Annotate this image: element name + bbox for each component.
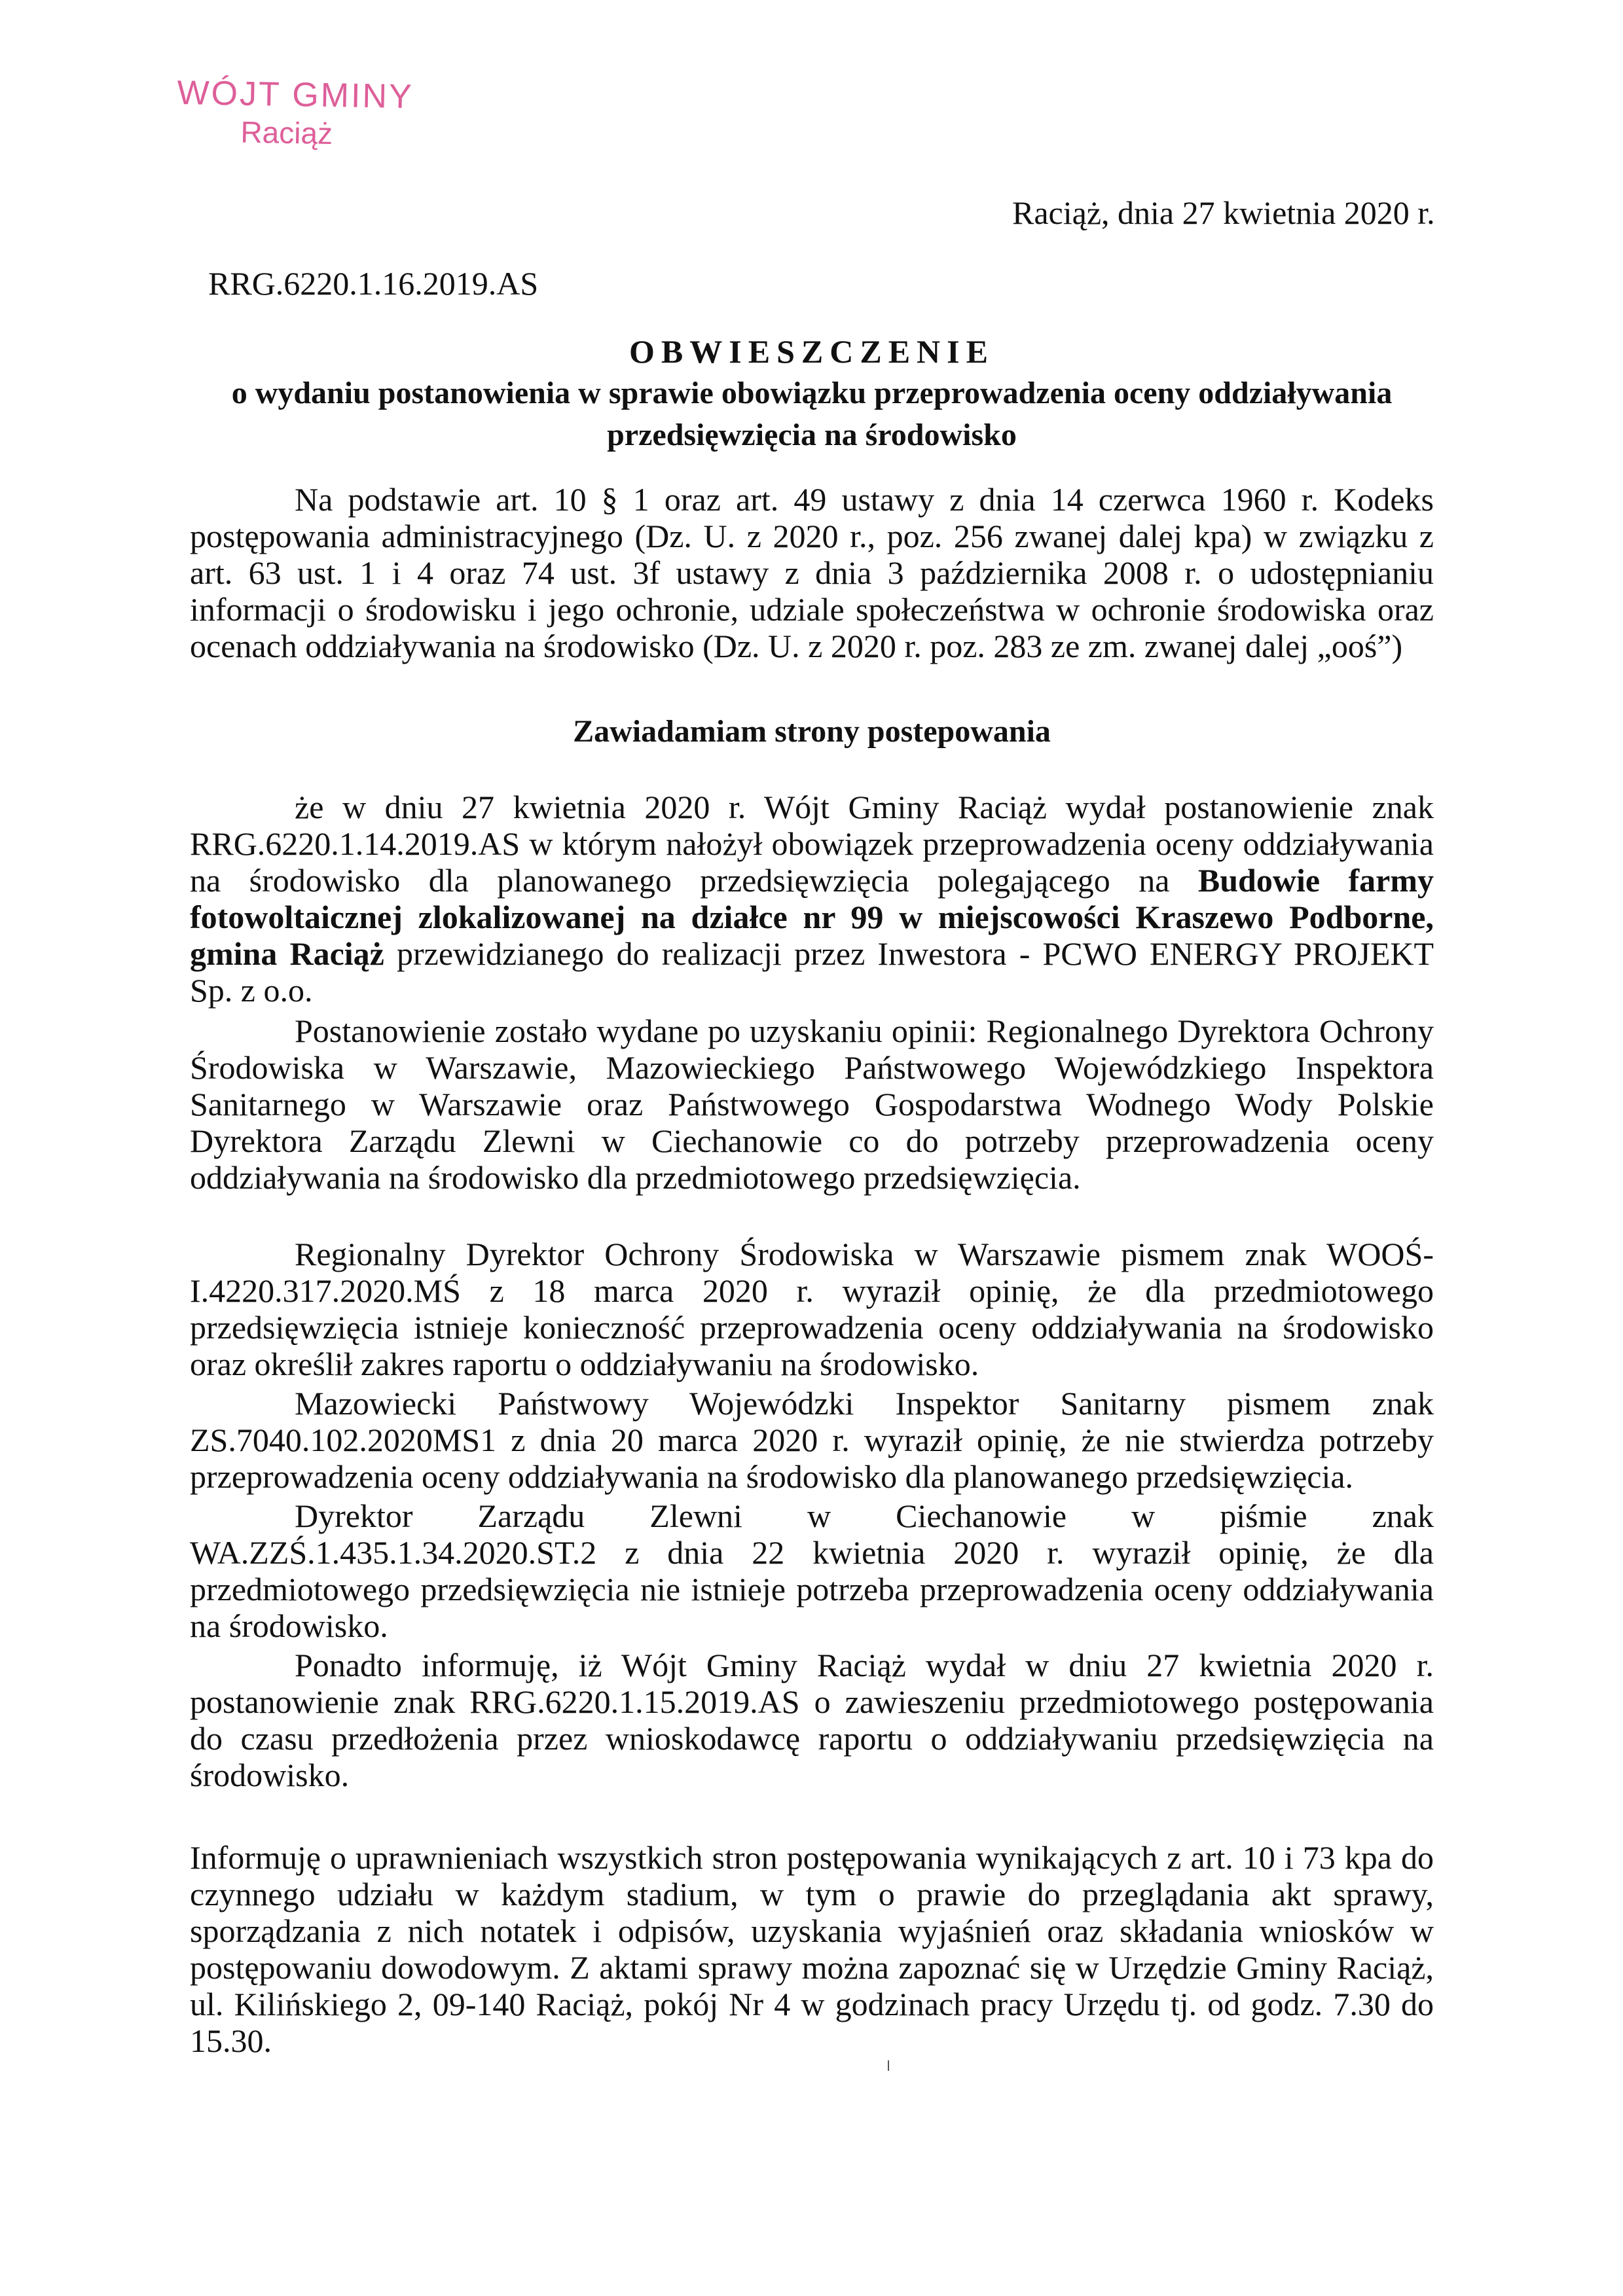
decision-section — [190, 789, 1434, 1196]
rights-paragraph: Informuję o uprawnieniach wszystkich stron postępowania wynikających z art. 10 i 73 kpa do czynnego udziału w każdym stadium, w tym o prawie do przeglądania akt sprawy, sporządzania z nich notatek i odpisów, uzyskania wyjaśnień oraz składania wniosków w postępowaniu dowodowym. Z aktami sprawy można zapoznać się w Urzędzie Gminy Raciąż, ul. Kilińskiego 2, 09-140 Raciąż, pokój Nr 4 w godzinach pracy Urzędu tj. od godz. 7.30 do 15.30. — [190, 1839, 1434, 2059]
rdos-opinion-paragraph: Regionalny Dyrektor Ochrony Środowiska w Warszawie pismem znak WOOŚ-I.4220.317.2020.MŚ z 18 marca 2020 r. wyraził opinię, że dla przedmiotowego przedsięwzięcia istnieje konieczność przeprowadzenia oceny oddziaływania na środowisko oraz określił zakres raportu o oddziaływaniu na środowisko. — [190, 1236, 1434, 1382]
notice-heading: Zawiadamiam strony postepowania — [573, 714, 1051, 749]
scan-artifact — [888, 2060, 889, 2071]
document-title: OBWIESZCZENIE — [629, 333, 994, 370]
legal-basis-paragraph: Na podstawie art. 10 § 1 oraz art. 49 ustawy z dnia 14 czerwca 1960 r. Kodeks postępowania administracyjnego (Dz. U. z 2020 r., poz. 256 zwanej dalej kpa) w związku z art. 63 ust. 1 i 4 oraz 74 ust. 3f ustawy z dnia 3 października 2008 r. o udostępnianiu informacji o środowisku i jego ochronie, udziale społeczeństwa w ochronie środowiska oraz ocenach oddziaływania na środowisko (Dz. U. z 2020 r. poz. 283 ze zm. zwanej dalej „ooś”) — [190, 481, 1434, 664]
title-block — [177, 331, 1447, 456]
place-and-date: Raciąż, dnia 27 kwietnia 2020 r. — [1012, 194, 1435, 231]
document-subtitle-line-2: przedsięwzięcia na środowisko — [607, 418, 1017, 452]
opinions-section — [190, 1236, 1434, 1793]
stamp-line-1: WÓJT GMINY — [177, 73, 414, 117]
project-description: Budowie farmy fotowoltaicznej zlokalizowanej na działce nr 99 w miejscowości Kraszewo Podborne, gmina Raciąż — [190, 862, 1434, 972]
decision-text-end: przewidzianego do realizacji przez Inwestora - PCWO ENERGY PROJEKT Sp. z o.o. — [190, 935, 1434, 1009]
legal-basis-section — [190, 481, 1434, 664]
opinions-obtained-paragraph: Postanowienie zostało wydane po uzyskaniu opinii: Regionalnego Dyrektora Ochrony Środowiska w Warszawie, Mazowieckiego Państwowego Wojewódzkiego Inspektora Sanitarnego w Warszawie oraz Państwowego Gospodarstwa Wodnego Wody Polskie Dyrektora Zarządu Zlewni w Ciechanowie co do potrzeby przeprowadzenia oceny oddziaływania na środowisko dla przedmiotowego przedsięwzięcia. — [190, 1013, 1434, 1196]
reference-number: RRG.6220.1.16.2019.AS — [208, 265, 539, 302]
sanepid-opinion-paragraph: Mazowiecki Państwowy Wojewódzki Inspektor Sanitarny pismem znak ZS.7040.102.2020MS1 z dnia 20 marca 2020 r. wyraził opinię, że nie stwierdza potrzeby przeprowadzenia oceny oddziaływania na środowisko dla planowanego przedsięwzięcia. — [190, 1385, 1434, 1495]
stamp-line-2: Raciąż — [240, 115, 333, 151]
suspension-paragraph: Ponadto informuję, iż Wójt Gminy Raciąż wydał w dniu 27 kwietnia 2020 r. postanowienie znak RRG.6220.1.15.2019.AS o zawieszeniu przedmiotowego postępowania do czasu przedłożenia przez wnioskodawcę raportu o oddziaływaniu przedsięwzięcia na środowisko. — [190, 1647, 1434, 1793]
zlewni-opinion-paragraph: Dyrektor Zarządu Zlewni w Ciechanowie w piśmie znak WA.ZZŚ.1.435.1.34.2020.ST.2 z dnia 22 kwietnia 2020 r. wyraził opinię, że dla przedmiotowego przedsięwzięcia nie istnieje potrzeba przeprowadzenia oceny oddziaływania na środowisko. — [190, 1498, 1434, 1644]
rights-section — [190, 1839, 1434, 2059]
official-stamp — [176, 73, 414, 153]
decision-text-start: że w dniu 27 kwietnia 2020 r. Wójt Gminy Raciąż wydał postanowienie znak RRG.6220.1.14.2019.AS w którym nałożył obowiązek przeprowadzenia oceny oddziaływania na środowisko dla planowanego przedsięwzięcia polegającego na — [190, 789, 1434, 899]
document-subtitle-line-1: o wydaniu postanowienia w sprawie obowiązku przeprowadzenia oceny oddziaływania — [231, 376, 1393, 410]
decision-paragraph — [190, 789, 1434, 1009]
